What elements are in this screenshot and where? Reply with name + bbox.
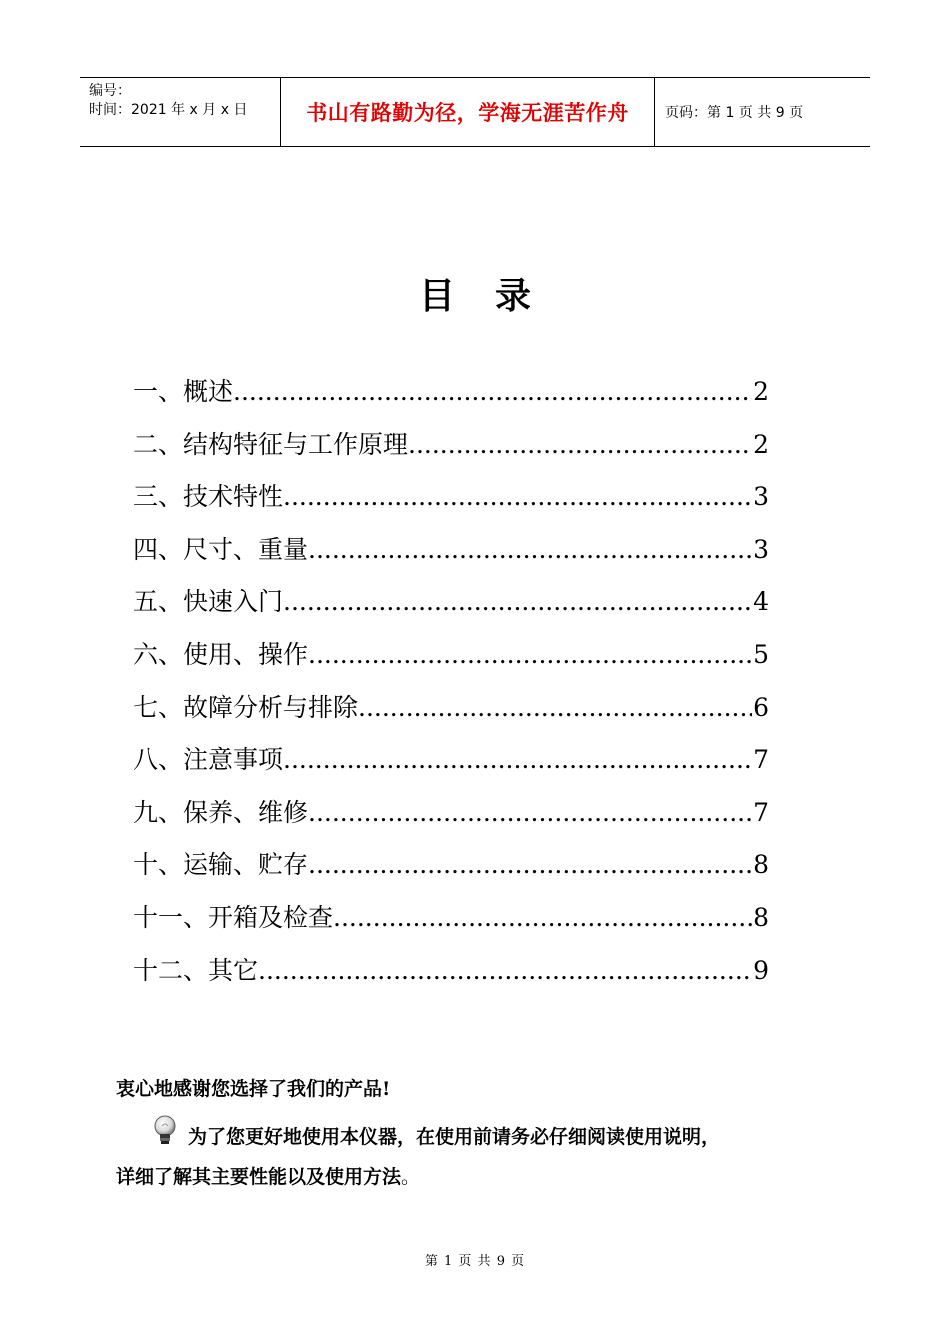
toc-entry-page: 7 bbox=[753, 797, 769, 827]
toc-entry-label: 九、保养、维修 bbox=[133, 797, 309, 827]
toc-leader-dots bbox=[333, 896, 752, 940]
toc-entry[interactable] bbox=[133, 896, 769, 949]
toc-entry[interactable] bbox=[133, 423, 769, 476]
toc-entry[interactable] bbox=[133, 791, 769, 844]
toc-entry[interactable] bbox=[133, 843, 769, 896]
toc-entry[interactable] bbox=[133, 475, 769, 528]
toc-entry-page: 8 bbox=[753, 902, 769, 932]
toc-leader-dots bbox=[308, 633, 752, 677]
toc-entry[interactable] bbox=[133, 686, 769, 739]
header-meta-cell bbox=[80, 78, 281, 146]
toc-entry[interactable] bbox=[133, 580, 769, 633]
toc-entry-label: 五、快速入门 bbox=[133, 587, 284, 617]
toc-leader-dots bbox=[283, 580, 752, 624]
toc-entry[interactable] bbox=[133, 949, 769, 1002]
toc-entry-page: 7 bbox=[753, 745, 769, 775]
toc-entry-label: 六、使用、操作 bbox=[133, 639, 309, 669]
toc-entry-label: 八、注意事项 bbox=[133, 745, 284, 775]
toc-leader-dots bbox=[258, 949, 752, 993]
toc-entry-page: 4 bbox=[753, 587, 769, 617]
toc-entry[interactable] bbox=[133, 633, 769, 686]
usage-note bbox=[116, 1117, 836, 1197]
toc-entry-label: 一、概述 bbox=[133, 377, 234, 406]
toc-entry-page: 5 bbox=[753, 639, 769, 669]
toc-entry-label: 三、技术特性 bbox=[133, 482, 284, 512]
toc-entry-page: 6 bbox=[753, 692, 769, 722]
usage-note-line1: 为了您更好地使用本仪器，在使用前请务必仔细阅读使用说明， bbox=[188, 1126, 721, 1148]
toc-entry-page: 2 bbox=[753, 377, 769, 406]
toc-leader-dots bbox=[233, 370, 752, 414]
toc-leader-dots bbox=[408, 423, 752, 467]
usage-note-end-mark: 。 bbox=[401, 1166, 421, 1188]
toc-entry[interactable] bbox=[133, 528, 769, 581]
toc-leader-dots bbox=[308, 791, 752, 835]
usage-note-line2-row bbox=[116, 1157, 836, 1197]
page-footer: 第 1 页 共 9 页 bbox=[424, 1254, 526, 1269]
toc-entry-label: 二、结构特征与工作原理 bbox=[133, 429, 409, 459]
toc-entry-label: 四、尺寸、重量 bbox=[133, 534, 309, 564]
toc-entry-page: 2 bbox=[753, 429, 769, 459]
usage-note-line1-row bbox=[116, 1117, 836, 1157]
usage-note-line2: 详细了解其主要性能以及使用方法 bbox=[116, 1166, 402, 1188]
toc-leader-dots bbox=[358, 686, 752, 730]
toc-entry-label: 十一、开箱及检查 bbox=[133, 902, 334, 932]
toc-entry-page: 3 bbox=[753, 482, 769, 512]
document-number-label: 编号： bbox=[89, 83, 131, 99]
table-of-contents bbox=[133, 370, 769, 1001]
toc-entry-page: 3 bbox=[753, 534, 769, 564]
toc-entry[interactable] bbox=[133, 370, 769, 423]
toc-leader-dots bbox=[308, 528, 752, 572]
toc-leader-dots bbox=[283, 738, 752, 782]
toc-entry-page: 8 bbox=[753, 850, 769, 880]
lightbulb-icon bbox=[150, 1114, 180, 1148]
toc-leader-dots bbox=[308, 843, 752, 887]
document-time-label: 时间：2021 年 x 月 x 日 bbox=[89, 102, 248, 118]
thanks-text: 衷心地感谢您选择了我们的产品! bbox=[116, 1078, 391, 1100]
toc-entry-label: 十、运输、贮存 bbox=[133, 850, 309, 880]
header-page-info: 页码：第 1 页 共 9 页 bbox=[665, 105, 804, 121]
toc-entry-page: 9 bbox=[753, 955, 769, 985]
toc-entry[interactable] bbox=[133, 738, 769, 791]
toc-leader-dots bbox=[283, 475, 752, 519]
header-table bbox=[80, 77, 870, 147]
header-motto: 书山有路勤为径，学海无涯苦作舟 bbox=[281, 78, 655, 146]
page-title: 目录 bbox=[418, 276, 571, 317]
toc-entry-label: 七、故障分析与排除 bbox=[133, 692, 359, 722]
toc-entry-label: 十二、其它 bbox=[133, 955, 259, 985]
